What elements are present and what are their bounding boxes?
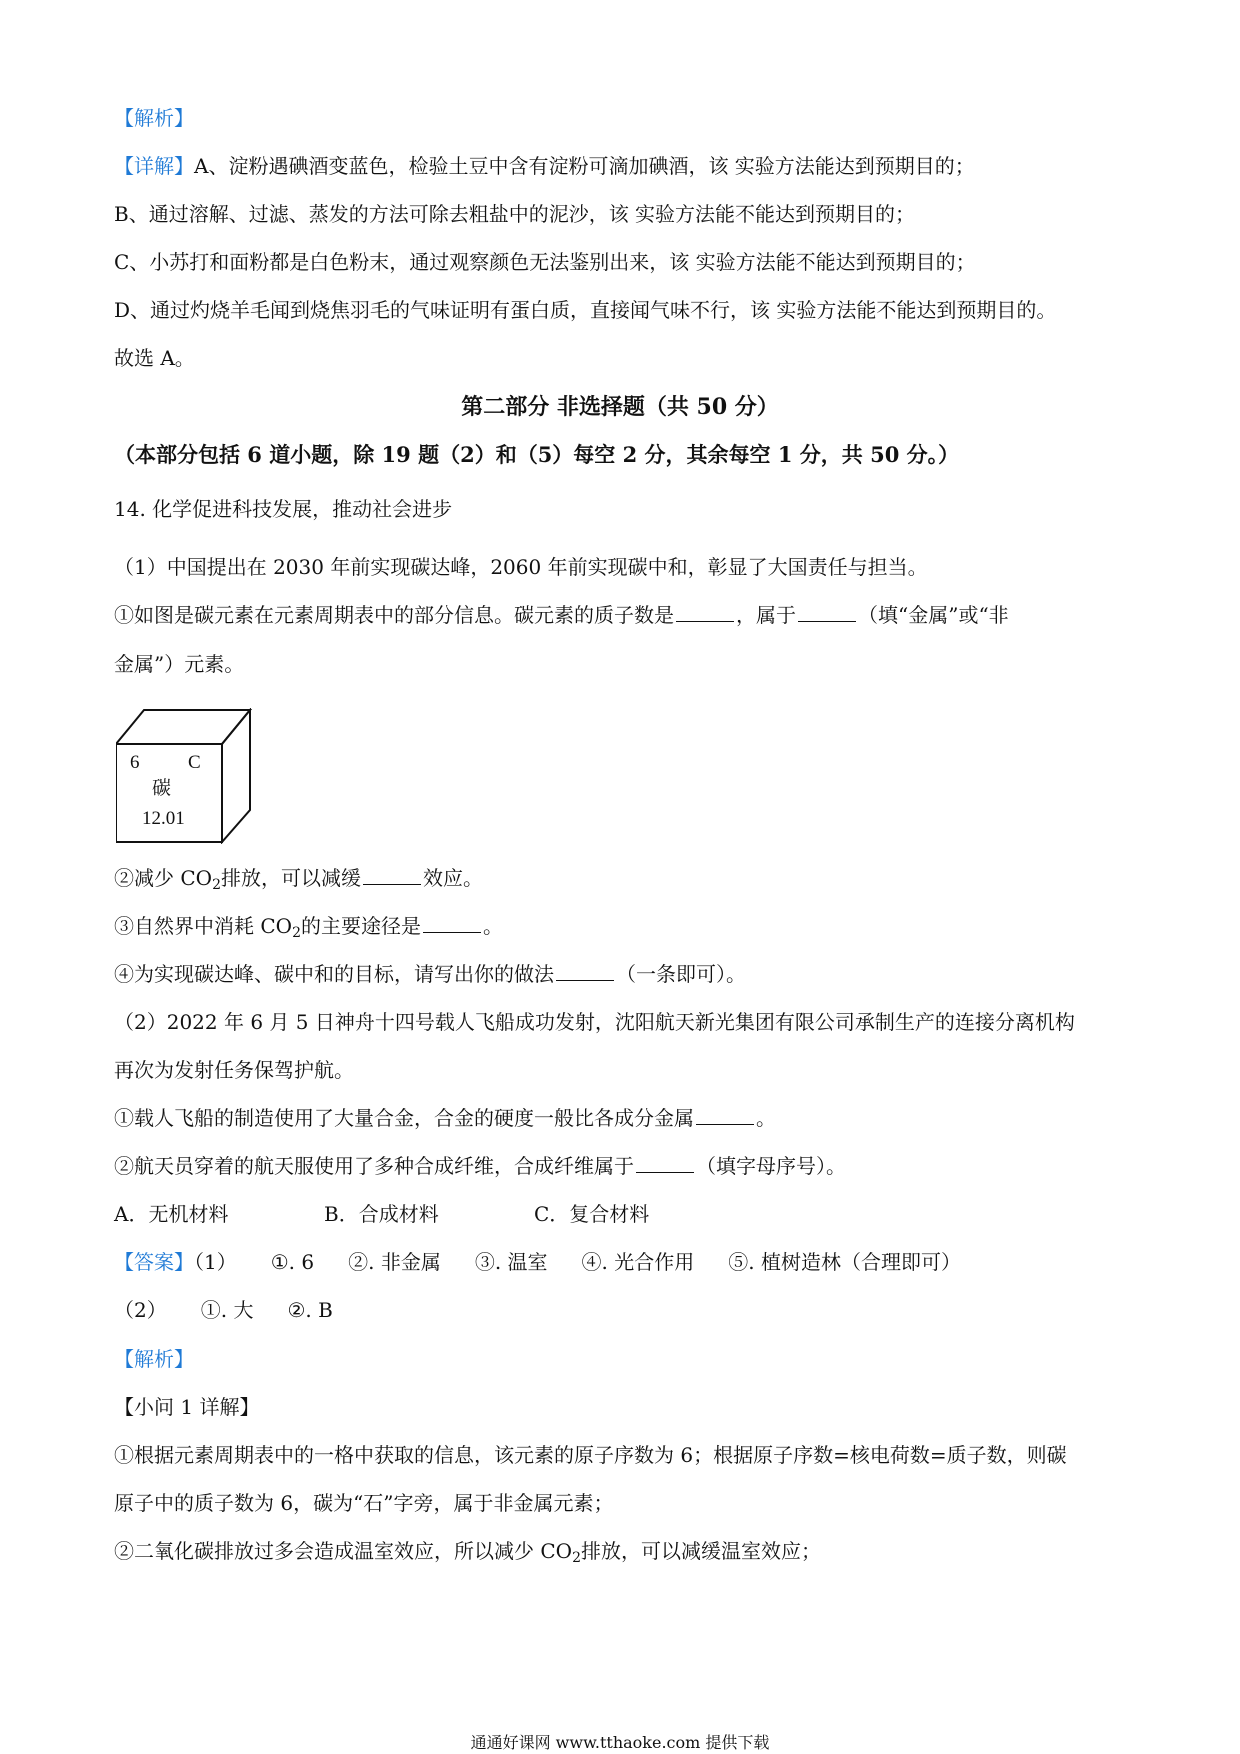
answer-blank[interactable] [363,866,421,885]
q14-title: 14. 化学促进科技发展，推动社会进步 [114,497,453,521]
q14-2-2-text-b: （填字母序号）。 [696,1154,846,1178]
section-title: 第二部分 非选择题（共 50 分） [461,394,779,420]
answer-part: （1） [194,1250,237,1274]
q14-1-1-text-b: ，属于 [736,603,796,627]
answer-blank[interactable] [423,914,481,933]
detail-a-text: A、淀粉遇碘酒变蓝色，检验土豆中含有淀粉可滴加碘酒，该 实验方法能达到预期目的； [194,154,975,178]
q14-2-2 [114,1154,846,1178]
analysis-label: 【解析】 [114,106,194,130]
q14-2-1 [114,1106,776,1130]
element-name: 碳 [152,778,172,799]
q14-1-3-text-c: 。 [482,914,503,938]
subscript: 2 [572,1550,581,1566]
page-footer: 通通好课网 www.tthaoke.com 提供下载 [470,1733,770,1752]
answer-blank[interactable] [636,1154,694,1173]
q14-1-1-text-a: ①如图是碳元素在元素周期表中的部分信息。碳元素的质子数是 [114,603,674,627]
subscript: 2 [292,925,301,941]
detail-a [114,154,975,178]
q14-1-1 [114,603,1009,627]
option-a: A．无机材料 [114,1202,229,1226]
q14-1-4-text-b: （一条即可）。 [616,962,746,986]
q14-1-3-text-b: 的主要途径是 [300,914,421,938]
detail-b: B、通过溶解、过滤、蒸发的方法可除去粗盐中的泥沙，该 实验方法能不能达到预期目的； [114,202,916,226]
q14-1-3-text-a: ③自然界中消耗 CO [114,914,293,938]
answer-row-1 [114,1250,961,1274]
answer-part: （2） [114,1298,167,1322]
sub1-line-3-text-a: ②二氧化碳排放过多会造成温室效应，所以减少 CO [114,1539,573,1563]
q14-1-2-text-a: ②减少 CO [114,866,213,890]
answer-item: ①. 6 [270,1250,315,1274]
answer-item: ②. 非金属 [348,1250,441,1274]
option-c: C．复合材料 [534,1202,650,1226]
q14-2-1-text-b: 。 [756,1106,776,1130]
detail-label: 【详解】 [114,154,194,178]
q14-1-2-text-c: 效应。 [422,866,483,890]
q14-2-1-text-a: ①载人飞船的制造使用了大量合金，合金的硬度一般比各成分金属 [114,1106,694,1130]
answer-blank[interactable] [798,603,856,622]
q14-1-2 [114,866,483,897]
sub1-line-2: 原子中的质子数为 6，碳为“石”字旁，属于非金属元素； [114,1491,614,1515]
element-symbol: C [188,752,201,773]
detail-d: D、通过灼烧羊毛闻到烧焦羽毛的气味证明有蛋白质，直接闻气味不行，该 实验方法能不能达到预期目的。 [114,298,1057,322]
options-row [114,1202,744,1226]
q14-2-intro: （2）2022 年 6 月 5 日神舟十四号载人飞船成功发射，沈阳航天新光集团有限公司承制生产的连接分离机构 [114,1010,1075,1034]
detail-c: C、小苏打和面粉都是白色粉末，通过观察颜色无法鉴别出来，该 实验方法能不能达到预期目的； [114,250,976,274]
q14-1-1-cont: 金属”）元素。 [114,652,245,676]
q14-part1-intro: （1）中国提出在 2030 年前实现碳达峰，2060 年前实现碳中和，彰显了大国责任与担当。 [114,555,928,579]
subscript: 2 [212,877,221,893]
answer-blank[interactable] [696,1106,754,1125]
atomic-number: 6 [130,752,140,773]
q14-2-2-text-a: ②航天员穿着的航天服使用了多种合成纤维，合成纤维属于 [114,1154,634,1178]
answer-row-2 [114,1298,333,1322]
atomic-mass: 12.01 [142,808,185,829]
answer-blank[interactable] [556,962,614,981]
answer-item: ④. 光合作用 [581,1250,695,1274]
carbon-element-cell [116,708,256,844]
q14-1-3 [114,914,503,945]
q14-1-1-text-c: （填“金属”或“非 [858,603,1009,627]
option-b: B．合成材料 [324,1202,439,1226]
q14-1-2-text-b: 排放，可以减缓 [220,866,361,890]
q14-1-4 [114,962,746,986]
answer-item: ③. 温室 [474,1250,548,1274]
q14-2-intro-cont: 再次为发射任务保驾护航。 [114,1058,354,1082]
answer-item: ②. B [287,1298,333,1322]
choose-line: 故选 A。 [114,346,195,370]
answer-label: 【答案】 [114,1250,194,1274]
analysis-label-2: 【解析】 [114,1347,194,1371]
answer-blank[interactable] [676,603,734,622]
sub1-label: 【小问 1 详解】 [114,1395,260,1419]
sub1-line-3-text-b: 排放，可以减缓温室效应； [580,1539,821,1563]
sub1-line-1: ①根据元素周期表中的一格中获取的信息，该元素的原子序数为 6；根据原子序数=核电荷数=质子数，则碳 [114,1443,1067,1467]
answer-item: ①. 大 [200,1298,254,1322]
q14-1-4-text-a: ④为实现碳达峰、碳中和的目标，请写出你的做法 [114,962,554,986]
sub1-line-3 [114,1539,821,1570]
answer-item: ⑤. 植树造林（合理即可） [728,1250,961,1274]
section-note: （本部分包括 6 道小题，除 19 题（2）和（5）每空 2 分，其余每空 1 分，共 50 分。） [114,442,960,467]
